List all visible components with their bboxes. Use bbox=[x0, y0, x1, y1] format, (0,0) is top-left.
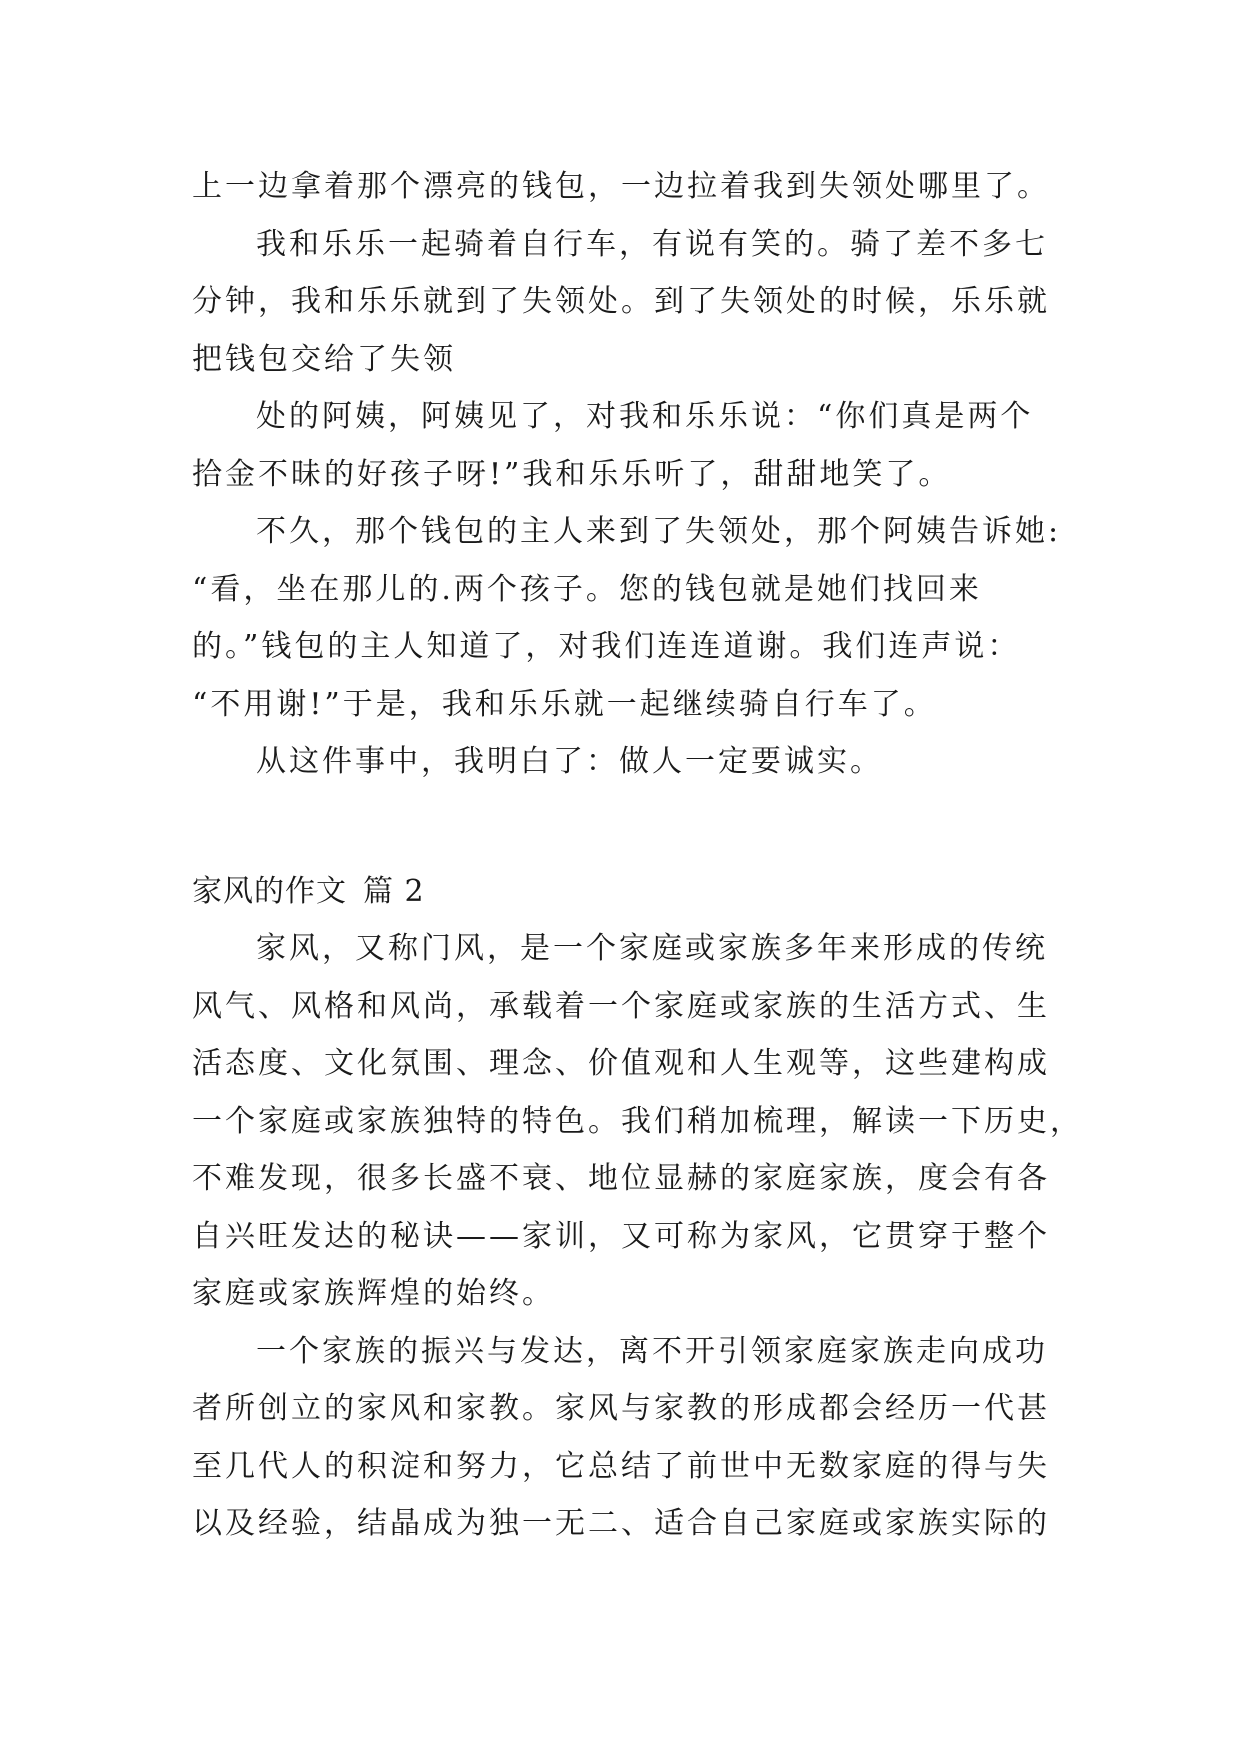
text-line: 拾金不昧的好孩子呀!”我和乐乐听了，甜甜地笑了。 bbox=[192, 456, 952, 492]
text-line: 家庭或家族辉煌的始终。 bbox=[192, 1276, 555, 1311]
text-line: 上一边拿着那个漂亮的钱包，一边拉着我到失领处哪里了。 bbox=[192, 169, 1050, 204]
text-line: 一个家族的振兴与发达，离不开引领家庭家族走向成功 bbox=[256, 1333, 1048, 1369]
text-line: “看，坐在那儿的.两个孩子。您的钱包就是她们找回来 bbox=[192, 571, 982, 607]
text-line: 以及经验，结晶成为独一无二、适合自己家庭或家族实际的 bbox=[192, 1506, 1050, 1541]
text-line: 不难发现，很多长盛不衰、地位显赫的家庭家族，度会有各 bbox=[192, 1161, 1050, 1196]
section-number: 篇 2 bbox=[363, 873, 425, 909]
paragraph bbox=[192, 1323, 1062, 1553]
text-line: 者所创立的家风和家教。家风与家教的形成都会经历一代甚 bbox=[192, 1391, 1050, 1426]
paragraph bbox=[192, 733, 1062, 791]
text-line: 的。”钱包的主人知道了，对我们连连道谢。我们连声说： bbox=[192, 629, 1021, 664]
text-line: 活态度、文化氛围、理念、价值观和人生观等，这些建构成 bbox=[192, 1046, 1050, 1081]
section-spacer bbox=[192, 791, 1062, 863]
paragraph bbox=[192, 216, 1062, 389]
paragraph bbox=[192, 158, 1062, 216]
text-line: 不久，那个钱包的主人来到了失领处，那个阿姨告诉她: bbox=[256, 514, 1062, 549]
paragraph bbox=[192, 920, 1083, 1323]
text-line: “不用谢!”于是，我和乐乐就一起继续骑自行车了。 bbox=[192, 686, 937, 722]
text-line: 自兴旺发达的秘诀——家训，又可称为家风，它贯穿于整个 bbox=[192, 1218, 1050, 1254]
text-line: 风气、风格和风尚，承载着一个家庭或家族的生活方式、生 bbox=[192, 988, 1050, 1024]
section-title: 家风的作文 bbox=[192, 873, 347, 909]
text-line: 我和乐乐一起骑着自行车，有说有笑的。骑了差不多七 bbox=[256, 226, 1048, 262]
text-line: 至几代人的积淀和努力，它总结了前世中无数家庭的得与失 bbox=[192, 1448, 1050, 1484]
text-line: 家风，又称门风，是一个家庭或家族多年来形成的传统 bbox=[256, 931, 1048, 966]
paragraph bbox=[192, 503, 1062, 733]
document-page bbox=[192, 158, 1083, 1553]
text-line: 一个家庭或家族独特的特色。我们稍加梳理，解读一下历史， bbox=[192, 1103, 1083, 1139]
text-line: 把钱包交给了失领 bbox=[192, 341, 456, 377]
paragraph bbox=[192, 388, 1062, 503]
text-line: 从这件事中，我明白了：做人一定要诚实。 bbox=[256, 744, 883, 779]
section-heading bbox=[192, 863, 1062, 921]
text-line: 处的阿姨，阿姨见了，对我和乐乐说：“你们真是两个 bbox=[256, 399, 1034, 434]
text-line: 分钟，我和乐乐就到了失领处。到了失领处的时候，乐乐就 bbox=[192, 284, 1050, 319]
